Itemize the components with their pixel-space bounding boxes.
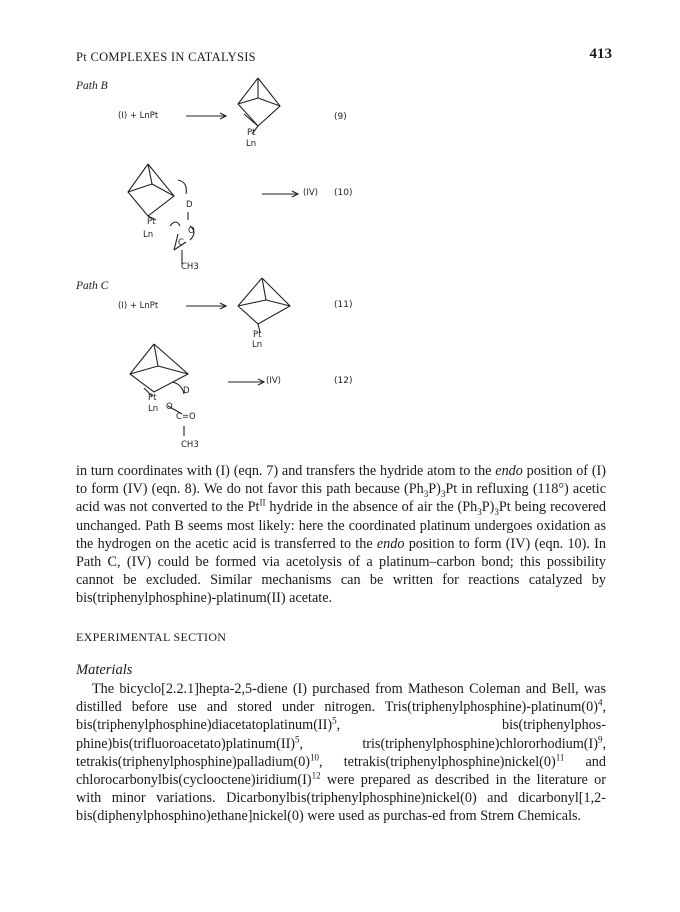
eqn12-ch3: CH3: [181, 440, 199, 450]
discussion-paragraph: in turn coordinates with (I) (eqn. 7) and transfers the hydride atom to the endo position of (I) to form (IV) (eqn. 8). We do not favor this path because $(Ph_3P)_3Pt$ in refluxing (118°) acetic acid was not converted to the $Pt^{II}$ hydride in the absence of air the $(Ph_3P)_3Pt$ being recovered unchanged. Path B seems most likely: here the coordinated platinum undergoes oxidation as the hydrogen on the acetic acid is transferred to the endo position to form (IV) (eqn. 10). In Path C, (IV) could be formed via acetolysis of a platinum–carbon bond; this possibility cannot be excluded. Similar mechanisms can be written for reactions catalyzed by bis(triphenylphosphine)-platinum(II) acetate.: [76, 463, 606, 607]
eqn9-product-structure: [228, 76, 288, 146]
eqn11-product-structure: [230, 276, 300, 336]
eqn9-ln: Ln: [246, 139, 257, 149]
path-c-label: Path C: [76, 280, 109, 292]
eqn10-product: (IV): [303, 188, 318, 198]
subsection-heading: Materials: [76, 662, 133, 678]
eqn11-reactants: (I) + LnPt: [118, 301, 159, 311]
eqn10-number: (10): [334, 188, 353, 198]
materials-paragraph: The bicyclo[2.2.1]hepta-2,5-diene (I) purchased from Matheson Coleman and Bell, was distilled before use and stored under nitrogen. $Tris(triphenylphosphine)-platinum(0)^4$, bis(triphenylphosphine)diacetatoplatinum(II)$^5$, bis(triphenylphos-phine)bis(trifluoroacetato)platinum(II)$^5$, $tris(triphenylphosphine)chlororhodium(I)^9$, $tetrakis(triphenylphosphine)palladium(0)^{10}$, $tetrakis(triphenylphosphine)nickel(0)^{11}$ and $chlorocarbonylbis(cyclooctene)iridium(I)^{12}$ were prepared as described in the literature or with minor variations. Dicarbonylbis(triphenylphosphine)nickel(0) and dicarbonyl[1,2-bis(diphenylphosphino)ethane]nickel(0) were used as purchas-ed from Strem Chemicals.: [76, 681, 606, 825]
eqn11-number: (11): [334, 300, 353, 310]
path-b-label: Path B: [76, 80, 108, 92]
eqn12-reactant-structure: [122, 340, 232, 440]
running-head: Pt COMPLEXES IN CATALYSIS: [76, 50, 256, 64]
eqn12-pt: Pt: [148, 393, 157, 403]
eqn12-ln: Ln: [148, 404, 159, 414]
eqn10-reactant-structure: [118, 160, 228, 275]
eqn11-pt: Pt: [253, 330, 262, 340]
eqn10-c: C: [178, 238, 184, 248]
eqn9-number: (9): [334, 112, 347, 122]
eqn10-ch3: CH3: [181, 262, 199, 272]
eqn11-ln: Ln: [252, 340, 263, 350]
eqn12-number: (12): [334, 376, 353, 386]
eqn12-co: C=O: [176, 412, 196, 422]
eqn10-o: O: [188, 226, 195, 236]
eqn12-arrow: [228, 378, 268, 386]
eqn10-d: D: [186, 200, 193, 210]
page-number: 413: [589, 46, 612, 62]
eqn10-pt: Pt: [147, 217, 156, 227]
eqn12-product: (IV): [266, 376, 281, 386]
eqn10-ln: Ln: [143, 230, 154, 240]
eqn9-arrow: [186, 112, 232, 120]
eqn10-arrow: [262, 190, 302, 198]
eqn9-pt: Pt: [247, 128, 256, 138]
eqn12-d: D: [183, 386, 190, 396]
eqn9-reactants: (I) + LnPt: [118, 111, 159, 121]
eqn12-o: O: [166, 402, 173, 412]
eqn11-arrow: [186, 302, 232, 310]
section-heading: EXPERIMENTAL SECTION: [76, 630, 227, 644]
